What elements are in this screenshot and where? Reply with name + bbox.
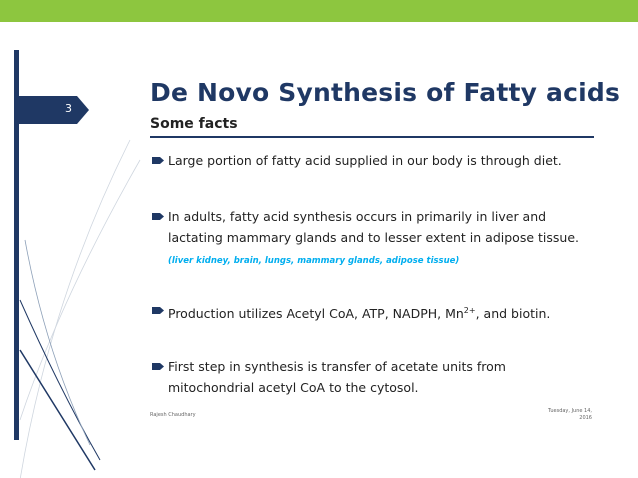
bullet-text: Large portion of fatty acid supplied in our body is through diet. [168, 153, 562, 168]
superscript: 2+ [463, 306, 476, 315]
bullet-text-before: Production utilizes Acetyl CoA, ATP, NADPH, Mn [168, 306, 464, 322]
footer-author: Rajesh Chaudhary [150, 412, 196, 418]
arrow-bullet-icon [152, 362, 165, 371]
slide-number-badge [19, 96, 89, 124]
bullet-text: In adults, fatty acid synthesis occurs in primarily in liver and lactating mammary glands and to lesser extent in adipose tissue. [168, 209, 579, 245]
footer-date-line1: Tuesday, June 14, [548, 408, 592, 414]
bullet-item [152, 356, 592, 398]
arrow-bullet-icon [152, 156, 165, 165]
arrow-bullet-icon [152, 212, 165, 221]
arrow-bullet-icon [152, 306, 165, 315]
bullet-item [152, 300, 592, 324]
slide-title: De Novo Synthesis of Fatty acids [150, 78, 621, 107]
slide-number: 3 [65, 102, 72, 115]
bullet-item [152, 150, 592, 171]
bullet-text: First step in synthesis is transfer of acetate units from mitochondrial acetyl CoA to the cytosol. [168, 359, 506, 395]
footer-date-line2: 2016 [579, 415, 592, 421]
bullet-text-after: , and biotin. [475, 306, 551, 322]
slide-subtitle: Some facts [150, 116, 238, 132]
footer-date [548, 408, 592, 422]
bullet-item [152, 206, 592, 272]
title-underline [150, 136, 594, 138]
bullet-note: (liver kidney, brain, lungs, mammary glands, adipose tissue) [168, 256, 460, 266]
